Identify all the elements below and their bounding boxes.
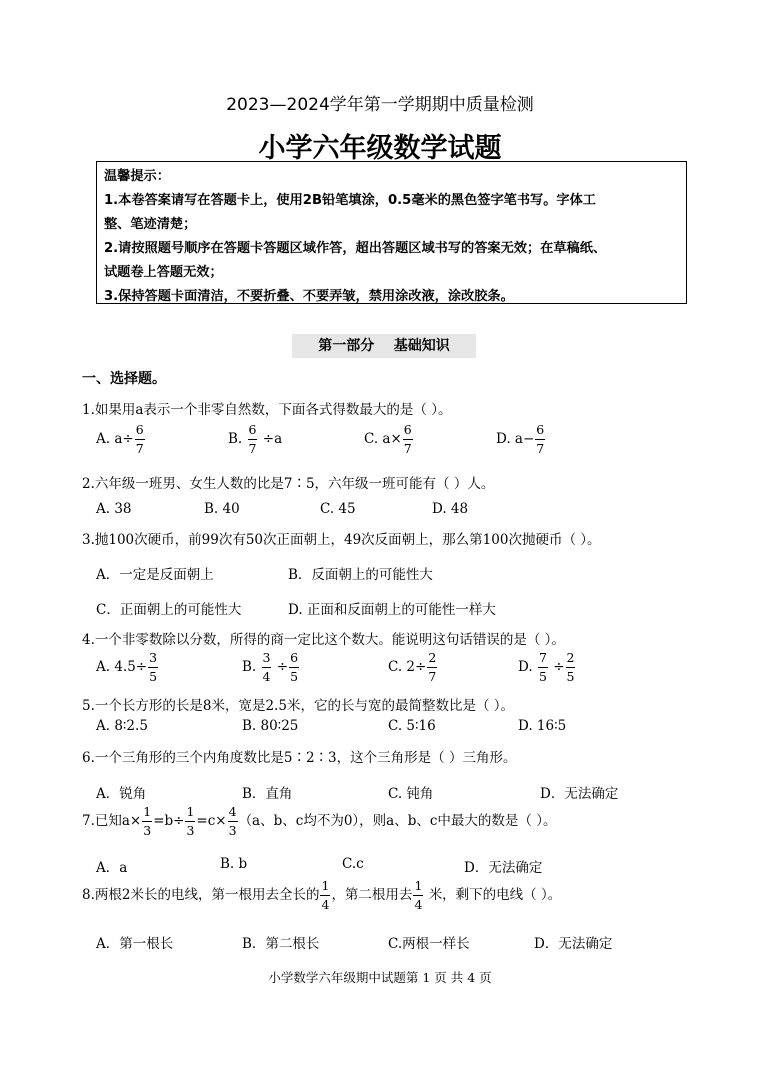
question-1-option-a: A. a÷ $\frac{6}{7}$: [96, 422, 144, 456]
tips-line-5: 3.保持答题卡面清洁，不要折叠、不要弄皱，禁用涂改液，涂改胶条。: [104, 289, 514, 304]
question-3-option-d: D. 正面和反面朝上的可能性一样大: [288, 602, 496, 618]
question-6-option-a: A．锐角: [96, 786, 147, 802]
question-5-stem: 5.一个长方形的长是8米，宽是2.5米，它的长与宽的最简整数比是（ ）。: [82, 698, 514, 714]
question-1-option-b: B. $\frac{6}{7}$ ÷a: [228, 422, 283, 456]
question-6-option-d: D．无法确定: [540, 786, 619, 802]
tips-title: 温馨提示：: [104, 169, 170, 184]
question-6-option-c: C. 钝角: [388, 786, 434, 802]
question-1-stem: 1.如果用a表示一个非零自然数，下面各式得数最大的是（ ）。: [82, 402, 452, 418]
question-4-option-b: B. $\frac{3}{4}$ ÷ $\frac{6}{5}$: [242, 650, 299, 684]
question-2-option-c: C. 45: [320, 501, 356, 517]
question-8-option-a: A．第一根长: [96, 936, 174, 952]
question-8-option-d: D．无法确定: [534, 936, 613, 952]
question-3-option-a: A．一定是反面朝上: [96, 567, 214, 583]
tips-box: [96, 161, 687, 304]
question-2-option-d: D. 48: [432, 501, 469, 517]
question-8-option-c: C.两根一样长: [388, 936, 470, 952]
question-7-option-d: D．无法确定: [464, 860, 543, 876]
question-5-option-c: C. 5∶16: [388, 718, 436, 734]
question-1-option-c: C. a× $\frac{6}{7}$: [364, 422, 412, 456]
question-5-option-b: B. 80∶25: [242, 718, 299, 734]
section-heading: 第一部分 基础知识: [292, 334, 476, 358]
question-3-stem: 3.抛100次硬币，前99次有50次正面朝上，49次反面朝上，那么第100次抛硬币（ ）。: [82, 532, 601, 548]
question-7-stem: 7.已知a× $\frac{1}{3}$ =b÷ $\frac{1}{3}$ =c× $\frac{4}{3}$ （a、b、c均不为0），则a、b、c中最大的数是（ ）。: [82, 804, 557, 838]
tips-line-1: 1.本卷答案请写在答题卡上，使用2B铅笔填涂，0.5毫米的黑色签字笔书写。字体工: [104, 193, 596, 208]
question-6-option-b: B．直角: [242, 786, 293, 802]
question-5-option-d: D. 16∶5: [518, 718, 567, 734]
question-3-option-c: C．正面朝上的可能性大: [96, 602, 242, 618]
question-3-option-b: B．反面朝上的可能性大: [288, 567, 433, 583]
question-2-stem: 2.六年级一班男、女生人数的比是7∶5，六年级一班可能有（ ）人。: [82, 476, 495, 492]
tips-line-2: 整、笔迹清楚；: [104, 217, 197, 232]
question-1-option-d: D. a− $\frac{6}{7}$: [496, 422, 545, 456]
question-4-option-d: D. $\frac{7}{5}$ ÷ $\frac{2}{5}$: [518, 650, 575, 684]
question-5-option-a: A. 8∶2.5: [96, 718, 148, 734]
question-8-stem: 8.两根2米长的电线，第一根用去全长的 $\frac{1}{4}$ ，第二根用去 $\frac{1}{4}$ 米，剩下的电线（ ）。: [82, 878, 562, 912]
question-7-option-c: C.c: [342, 856, 364, 872]
question-6-stem: 6.一个三角形的三个内角度数比是5∶2∶3，这个三角形是（ ）三角形。: [82, 750, 517, 766]
question-7-option-a: A．a: [96, 860, 128, 876]
question-4-stem: 4.一个非零数除以分数，所得的商一定比这个数大。能说明这句话错误的是（ ）。: [82, 632, 565, 648]
question-7-option-b: B. b: [220, 856, 248, 872]
question-2-option-b: B. 40: [204, 501, 240, 517]
part-heading: 一、选择题。: [82, 371, 166, 387]
question-8-option-b: B．第二根长: [242, 936, 320, 952]
question-4-option-c: C. 2÷ $\frac{2}{7}$: [388, 650, 437, 684]
tips-line-3: 2.请按照题号顺序在答题卡答题区域作答，超出答题区域书写的答案无效；在草稿纸、: [104, 241, 607, 256]
question-4-option-a: A. 4.5÷ $\frac{3}{5}$: [96, 650, 158, 684]
page-title: 小学六年级数学试题: [258, 133, 502, 164]
page-footer: 小学数学六年级期中试题第 1 页 共 4 页: [268, 970, 492, 985]
exam-title: 2023—2024学年第一学期期中质量检测: [226, 95, 534, 115]
tips-line-4: 试题卷上答题无效；: [104, 265, 223, 280]
question-2-option-a: A. 38: [96, 501, 132, 517]
